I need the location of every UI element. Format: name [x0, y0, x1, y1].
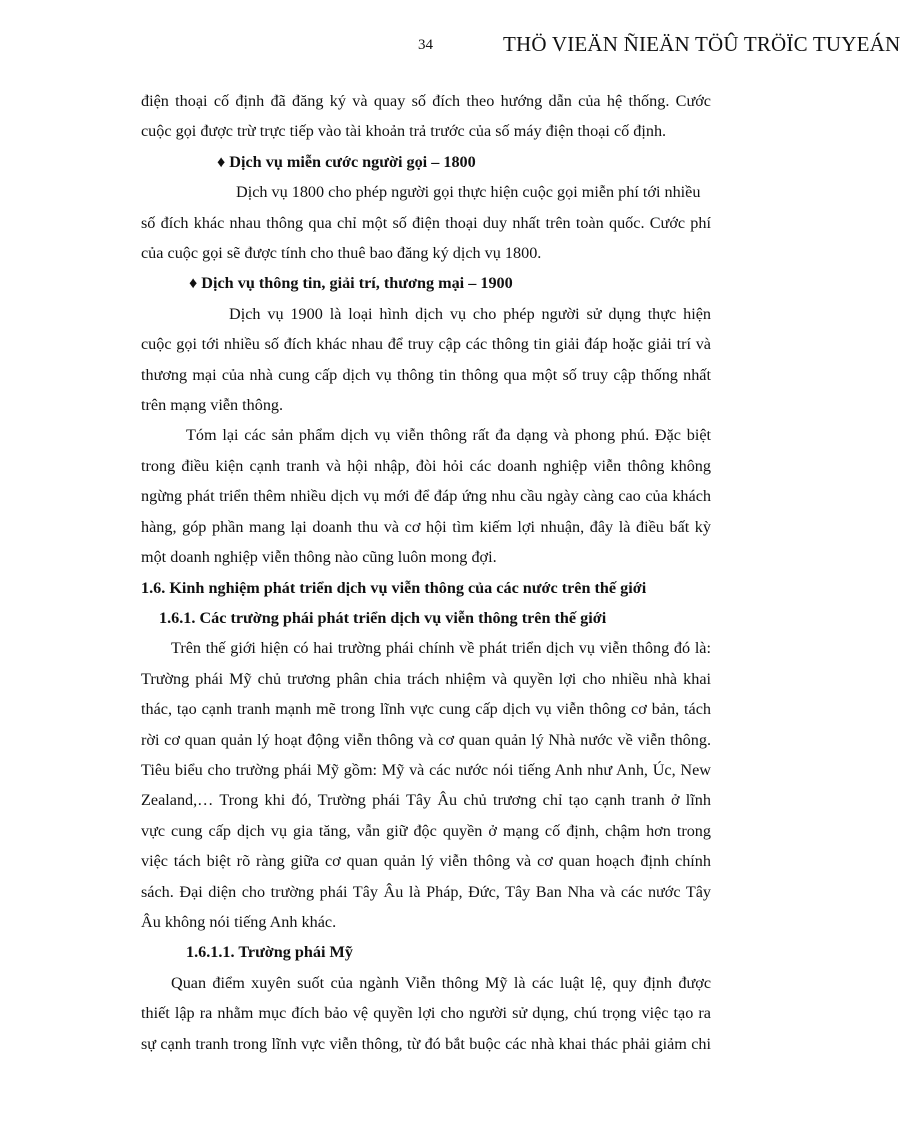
- text-line: Zealand,… Trong khi đó, Trường phái Tây Âu chủ trương chỉ tạo cạnh tranh ở lĩnh: [141, 791, 711, 810]
- text-line: Trên thế giới hiện có hai trường phái chính về phát triển dịch vụ viễn thông đó là:: [171, 639, 711, 658]
- text-line: sự cạnh tranh trong lĩnh vực viễn thông, từ đó bắt buộc các nhà khai thác phải giảm chi: [141, 1034, 711, 1053]
- text-line: Quan điểm xuyên suốt của ngành Viễn thông Mỹ là các luật lệ, quy định được: [171, 973, 711, 992]
- text-line: Tóm lại các sản phẩm dịch vụ viễn thông rất đa dạng và phong phú. Đặc biệt: [186, 426, 711, 445]
- text-line: của cuộc gọi sẽ được tính cho thuê bao đăng ký dịch vụ 1800.: [141, 244, 542, 263]
- text-line: trên mạng viễn thông.: [141, 396, 284, 415]
- section-heading-1-6-1-1: 1.6.1.1. Trường phái Mỹ: [186, 943, 353, 962]
- text-line: thương mại của nhà cung cấp dịch vụ thông tin thông qua một số truy cập thống nhất: [141, 365, 711, 384]
- text-line: số đích khác nhau thông qua chỉ một số điện thoại duy nhất trên toàn quốc. Cước phí: [141, 213, 711, 232]
- text-line: Tiêu biểu cho trường phái Mỹ gồm: Mỹ và các nước nói tiếng Anh như Anh, Úc, New: [141, 760, 711, 779]
- text-line: Dịch vụ 1900 là loại hình dịch vụ cho phép người sử dụng thực hiện: [229, 304, 711, 323]
- text-line: vực cung cấp dịch vụ gia tăng, vẫn giữ độc quyền ở mạng cố định, chậm hơn trong: [141, 821, 711, 840]
- text-line: một doanh nghiệp viễn thông nào cũng luôn mong đợi.: [141, 548, 497, 567]
- text-line: trong điều kiện cạnh tranh và hội nhập, đòi hỏi các doanh nghiệp viễn thông không: [141, 456, 711, 475]
- text-line: việc tách biệt rõ ràng giữa cơ quan quản lý viễn thông và cơ quan hoạch định chính: [141, 852, 711, 871]
- text-line: hàng, góp phần mang lại doanh thu và cơ hội tìm kiếm lợi nhuận, đây là điều bất kỳ: [141, 517, 711, 536]
- service-1900-heading: ♦ Dịch vụ thông tin, giải trí, thương mại – 1900: [189, 274, 513, 293]
- text-line: điện thoại cố định đã đăng ký và quay số đích theo hướng dẫn của hệ thống. Cước: [141, 92, 711, 110]
- text-line: thiết lập ra nhằm mục đích bảo vệ quyền lợi cho người sử dụng, chú trọng việc tạo ra: [141, 1004, 711, 1023]
- section-heading-1-6: 1.6. Kinh nghiệm phát triển dịch vụ viễn thông của các nước trên thế giới: [141, 578, 647, 597]
- text-line: cuộc gọi tới nhiều số đích khác nhau để truy cập các thông tin giải đáp hoặc giải trí và: [141, 335, 711, 354]
- service-1800-heading: ♦ Dịch vụ miễn cước người gọi – 1800: [217, 152, 476, 171]
- text-line: sách. Đại diện cho trường phái Tây Âu là Pháp, Đức, Tây Ban Nha và các nước Tây: [141, 882, 711, 901]
- text-line: ngừng phát triển thêm nhiều dịch vụ mới để đáp ứng nhu cầu ngày càng cao của khách: [141, 487, 711, 506]
- header-title: THÖ VIEÄN ÑIEÄN TÖÛ TRÖÏC TUYEÁN: [503, 32, 900, 56]
- text-line: thác, tạo cạnh tranh mạnh mẽ trong lĩnh vực cung cấp dịch vụ viễn thông cơ bản, tách: [141, 700, 711, 719]
- text-line: Dịch vụ 1800 cho phép người gọi thực hiện cuộc gọi miễn phí tới nhiều: [236, 183, 701, 202]
- section-heading-1-6-1: 1.6.1. Các trường phái phát triển dịch vụ viễn thông trên thế giới: [159, 608, 607, 627]
- document-body: [141, 86, 711, 1059]
- page-number: 34: [418, 37, 433, 53]
- text-line: rời cơ quan quản lý hoạt động viễn thông và cơ quan quản lý Nhà nước về viễn thông.: [141, 730, 711, 749]
- text-line: Trường phái Mỹ chủ trương phân chia trách nhiệm và quyền lợi cho nhiều nhà khai: [141, 669, 711, 688]
- text-line: Âu không nói tiếng Anh khác.: [141, 912, 337, 931]
- text-line: cuộc gọi được trừ trực tiếp vào tài khoản trả trước của số máy điện thoại cố định.: [141, 122, 667, 141]
